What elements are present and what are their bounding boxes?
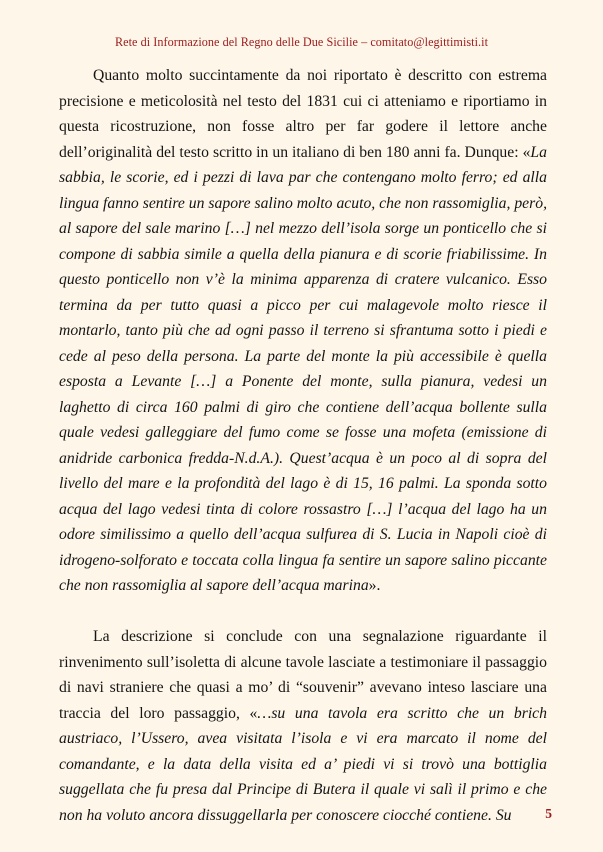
paragraph-1 [59, 63, 547, 599]
paragraph-2-quote: …su una tavola era scritto che un brich austriaco, l’Ussero, avea visitata l’isola e vi era marcato il nome del comandante, e la data della visita ed a’ piedi vi si trovò una bottiglia suggellata che fu presa dal Principe di Butera il quale vi salì il primo e che non ha voluto ancora dissuggellarla per conoscere ciocché contiene. Su [59, 704, 547, 824]
paragraph-1-intro: Quanto molto succintamente da noi riportato è descritto con estrema precisione e meticolosità nel testo del 1831 cui ci atteniamo e riportiamo in questa ricostruzione, non fosse altro per far godere il lettore anche dell’originalità del testo scritto in un italiano di ben 180 anni fa. Dunque: « [59, 67, 547, 161]
body-text [59, 63, 547, 828]
paragraph-1-quote: La sabbia, le scorie, ed i pezzi di lava par che contengano molto ferro; ed alla lingua fanno sentire un sapore salino molto acuto, che non rassomiglia, però, al sapore del sale marino […] nel mezzo dell’isola sorge un ponticello che si compone di sabbia simile a quella della pianura e di scorie friabilissime. In questo ponticello non v’è la minima apparenza di cratere vulcanico. Esso termina da per tutto quasi a picco per cui malagevole molto riesce il montarlo, tanto più che ad ogni passo il terreno si sfrantuma sotto i piedi e cede al peso della persona. La parte del monte la più accessibile è quella esposta a Levante […] a Ponente del monte, sulla pianura, vedesi un laghetto di circa 160 palmi di giro che contiene dell’acqua bollente sulla quale vedesi galleggiare del fumo come se fosse una mofeta (emissione di anidride carbonica fredda-N.d.A.). Quest’acqua è un poco al di sopra del livello del mare e la profondità del lago è di 15, 16 palmi. La sponda sotto acqua del lago vedesi tinta di colore rossastro […] l’acqua del lago ha un odore similissimo a quello dell’acqua sulfurea di S. Lucia in Napoli cioè di idrogeno-solforato e toccata colla lingua fa sentire un sapore salino piccante che non rassomiglia al sapore dell’acqua marina [59, 143, 547, 594]
running-header: Rete di Informazione del Regno delle Due Sicilie – comitato@legittimisti.it [114, 35, 489, 49]
paragraph-2-intro: La descrizione si conclude con una segnalazione riguardante il rinvenimento sull’isoletta di alcune tavole lasciate a testimoniare il passaggio di navi straniere che quasi a mo’ di “souvenir” avevano inteso lasciare una traccia del loro passaggio, « [59, 628, 547, 722]
page-number: 5 [545, 806, 552, 821]
paragraph-2 [59, 624, 547, 828]
paragraph-1-close: ». [368, 577, 381, 594]
